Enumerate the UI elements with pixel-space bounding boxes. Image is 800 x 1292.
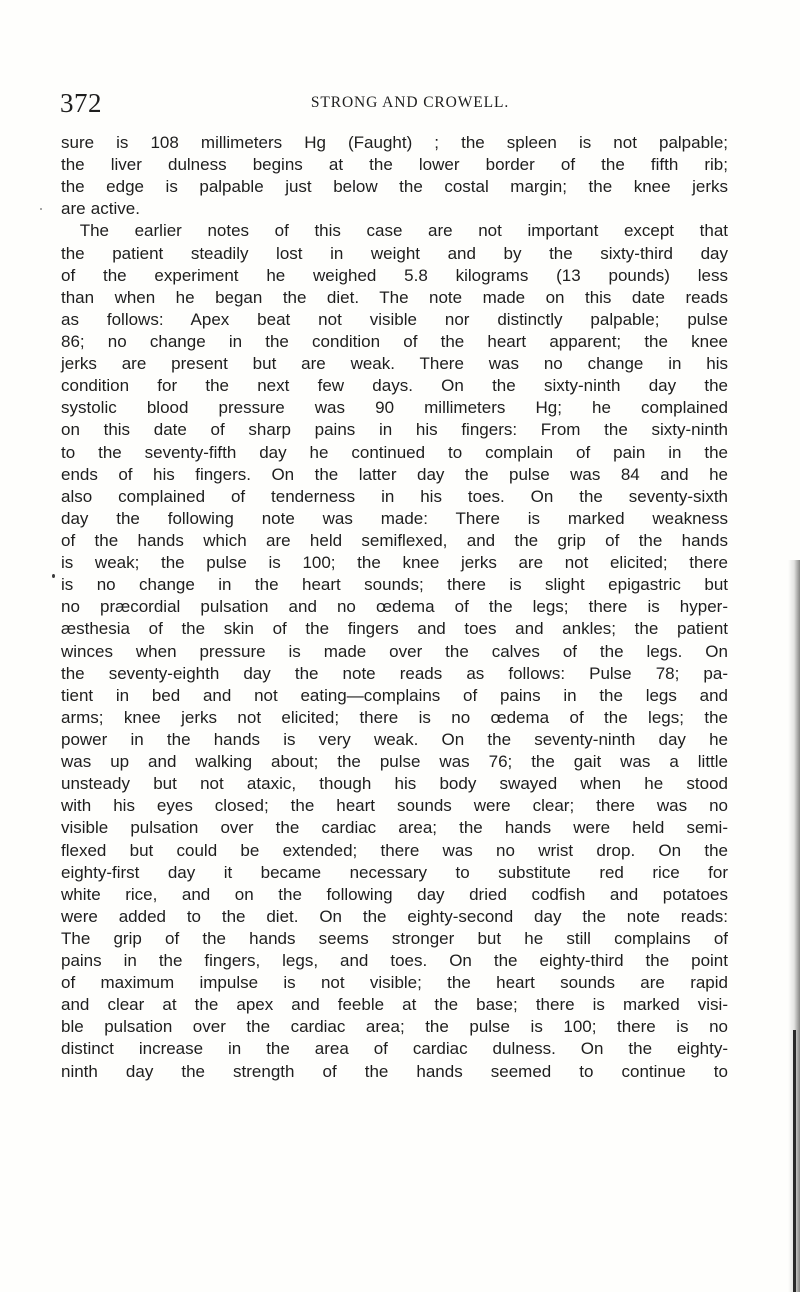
running-head: STRONG AND CROWELL.	[310, 94, 510, 111]
text-line: were added to the diet. On the eighty-second day the note reads:	[61, 906, 728, 926]
page-header	[0, 88, 800, 118]
text-line: white rice, and on the following day dried codfish and potatoes	[61, 884, 728, 904]
text-line: the patient steadily lost in weight and by the sixty-third day	[61, 243, 728, 263]
text-line: æsthesia of the skin of the fingers and toes and ankles; the patient	[61, 619, 728, 639]
text-line: of the experiment he weighed 5.8 kilograms (13 pounds) less	[61, 265, 728, 285]
text-line: of maximum impulse is not visible; the heart sounds are rapid	[61, 973, 728, 993]
text-line: than when he began the diet. The note made on this date reads	[61, 287, 728, 307]
body-text	[61, 132, 728, 1083]
text-line: of the hands which are held semiflexed, and the grip of the hands	[61, 530, 728, 550]
text-line: to the seventy-fifth day he continued to complain of pain in the	[61, 442, 728, 462]
text-line: eighty-first day it became necessary to substitute red rice for	[61, 862, 728, 882]
ink-speck	[52, 574, 55, 578]
text-line: on this date of sharp pains in his fingers: From the sixty-ninth	[61, 420, 728, 440]
text-line: winces when pressure is made over the calves of the legs. On	[61, 641, 728, 661]
text-line: power in the hands is very weak. On the seventy-ninth day he	[61, 729, 728, 749]
text-line: condition for the next few days. On the sixty-ninth day the	[61, 376, 728, 396]
text-line: 86; no change in the condition of the heart apparent; the knee	[61, 331, 728, 351]
text-line: also complained of tenderness in his toes. On the seventy-sixth	[61, 486, 728, 506]
text-line: was up and walking about; the pulse was 76; the gait was a little	[61, 752, 728, 772]
text-line: ends of his fingers. On the latter day the pulse was 84 and he	[61, 464, 728, 484]
text-line: systolic blood pressure was 90 millimeters Hg; he complained	[61, 398, 728, 418]
text-line: pains in the fingers, legs, and toes. On the eighty-third the point	[61, 951, 728, 971]
text-line: with his eyes closed; the heart sounds were clear; there was no	[61, 796, 728, 816]
text-line: is no change in the heart sounds; there is slight epigastric but	[61, 575, 728, 595]
text-line: arms; knee jerks not elicited; there is no œdema of the legs; the	[61, 707, 728, 727]
text-line: the seventy-eighth day the note reads as follows: Pulse 78; pa-	[61, 663, 728, 683]
ink-speck	[40, 208, 42, 210]
text-line: distinct increase in the area of cardiac dulness. On the eighty-	[61, 1039, 728, 1059]
text-line: the liver dulness begins at the lower border of the fifth rib;	[61, 155, 728, 175]
text-line: ninth day the strength of the hands seemed to continue to	[61, 1061, 728, 1081]
page-edge-line	[793, 1030, 796, 1292]
text-line: no præcordial pulsation and no œdema of the legs; there is hyper-	[61, 597, 728, 617]
page-number: 372	[60, 88, 102, 118]
text-line: day the following note was made: There is marked weakness	[61, 508, 728, 528]
text-line: tient in bed and not eating—complains of pains in the legs and	[61, 685, 728, 705]
text-line: The grip of the hands seems stronger but he still complains of	[61, 928, 728, 948]
text-line: flexed but could be extended; there was no wrist drop. On the	[61, 840, 728, 860]
text-line: and clear at the apex and feeble at the base; there is marked visi-	[61, 995, 728, 1015]
text-line: visible pulsation over the cardiac area; the hands were held semi-	[61, 818, 728, 838]
text-line: unsteady but not ataxic, though his body swayed when he stood	[61, 774, 728, 794]
text-line: as follows: Apex beat not visible nor distinctly palpable; pulse	[61, 309, 728, 329]
text-line: sure is 108 millimeters Hg (Faught) ; the spleen is not palpable;	[61, 133, 728, 152]
text-line: The earlier notes of this case are not important except that	[79, 221, 728, 241]
text-line: jerks are present but are weak. There was no change in his	[61, 354, 728, 374]
text-line: are active.	[61, 199, 140, 219]
text-line: ble pulsation over the cardiac area; the pulse is 100; there is no	[61, 1017, 728, 1037]
text-line: is weak; the pulse is 100; the knee jerks are not elicited; there	[61, 553, 728, 573]
text-line: the edge is palpable just below the costal margin; the knee jerks	[61, 177, 728, 197]
